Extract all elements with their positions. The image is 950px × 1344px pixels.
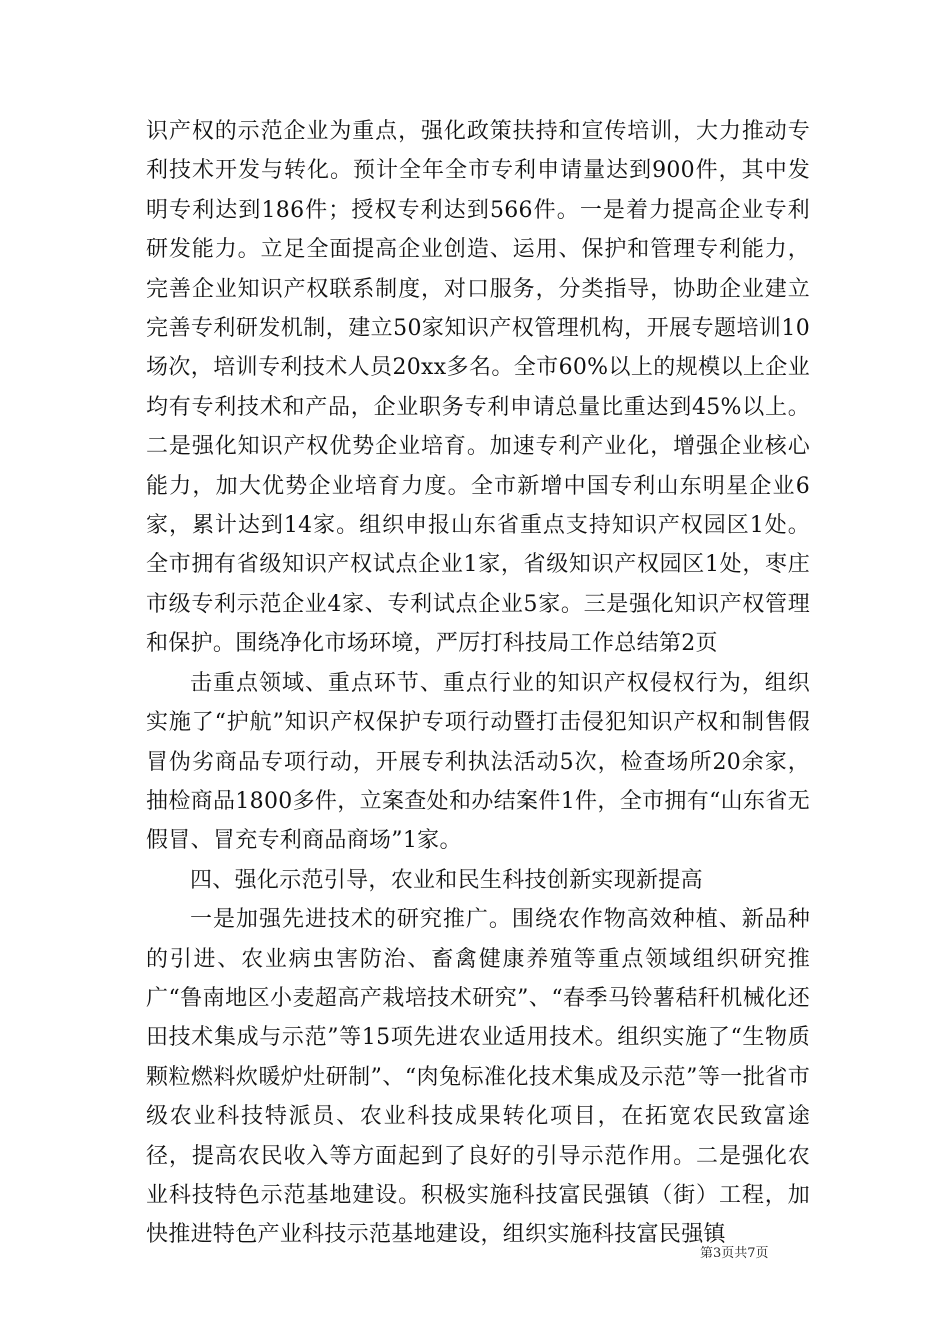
paragraph-1: 识产权的示范企业为重点，强化政策扶持和宣传培训，大力推动专利技术开发与转化。预计全年全市专利申请量达到900件，其中发明专利达到186件；授权专利达到566件。一是着力提高企业专利研发能力。立足全面提高企业创造、运用、保护和管理专利能力，完善企业知识产权联系制度，对口服务，分类指导，协助企业建立完善专利研发机制，建立50家知识产权管理机构，开展专题培训10场次，培训专利技术人员20xx多名。全市60%以上的规模以上企业均有专利技术和产品，企业职务专利申请总量比重达到45%以上。二是强化知识产权优势企业培育。加速专利产业化，增强企业核心能力，加大优势企业培育力度。全市新增中国专利山东明星企业6家，累计达到14家。组织申报山东省重点支持知识产权园区1处。全市拥有省级知识产权试点企业1家，省级知识产权园区1处，枣庄市级专利示范企业4家、专利试点企业5家。三是强化知识产权管理和保护。围绕净化市场环境，严厉打科技局工作总结第2页 [146,119,810,657]
section-heading: 四、强化示范引导，农业和民生科技创新实现新提高 [190,867,703,893]
paragraph-2: 击重点领域、重点环节、重点行业的知识产权侵权行为，组织实施了“护航”知识产权保护专项行动暨打击侵犯知识产权和制售假冒伪劣商品专项行动，开展专利执法活动5次，检查场所20余家，抽检商品1800多件，立案查处和办结案件1件，全市拥有“山东省无假冒、冒充专利商品商场”1家。 [146,670,810,854]
paragraph-4: 一是加强先进技术的研究推广。围绕农作物高效种植、新品种的引进、农业病虫害防治、畜禽健康养殖等重点领域组织研究推广“鲁南地区小麦超高产栽培技术研究”、“春季马铃薯秸秆机械化还田技术集成与示范”等15项先进农业适用技术。组织实施了“生物质颗粒燃料炊暖炉灶研制”、“肉兔标准化技术集成及示范”等一批省市级农业科技特派员、农业科技成果转化项目，在拓宽农民致富途径，提高农民收入等方面起到了良好的引导示范作用。二是强化农业科技特色示范基地建设。积极实施科技富民强镇（街）工程，加快推进特色产业科技示范基地建设，组织实施科技富民强镇 [146,907,810,1248]
document-body [146,112,810,1255]
page-number: 第3页共7页 [700,1246,769,1261]
